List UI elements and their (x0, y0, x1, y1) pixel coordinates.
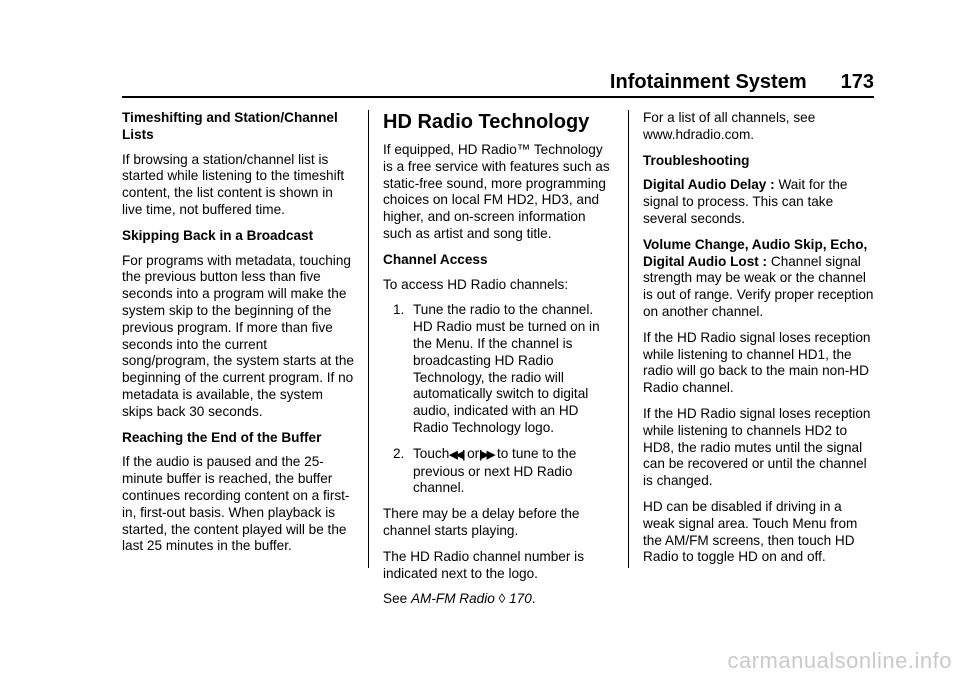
paragraph: If the HD Radio signal loses reception while listening to channel HD1, the radio will go back to the main non-HD Radio channel. (643, 329, 871, 396)
period: . (531, 591, 536, 607)
paragraph: For programs with metadata, touching the previous button less than five seconds into a program will make the system skip to the beginning of the previous program. If more than five seconds into the current song/program, the system starts at the beginning of the current program. If no metadata is available, the system skips back 30 seconds. (122, 252, 354, 419)
lead-term: Digital Audio Delay : (643, 177, 775, 193)
page-header (122, 60, 874, 94)
step-number: 1. (393, 302, 405, 318)
list-item (383, 446, 615, 497)
lead-text: Wait for the signal to process. This can take several seconds. (643, 177, 848, 226)
step-text-a: Touch (413, 445, 450, 461)
heading-end-of-buffer: Reaching the End of the Buffer (122, 429, 322, 445)
section-title: Infotainment System (609, 71, 807, 93)
column-divider-1 (368, 110, 369, 568)
heading-timeshifting: Timeshifting and Station/Channel Lists (122, 110, 338, 142)
seek-next-icon: |▶▶ (479, 448, 494, 461)
step-text: Tune the radio to the channel. HD Radio must be turned on in the Menu. If the channel is broadcasting HD Radio Technology, the radio will automatically switch to digital audio, indicated with an HD Radio Technology logo. (413, 302, 600, 435)
column-1 (122, 110, 356, 564)
paragraph: To access HD Radio channels: (383, 276, 569, 292)
step-text-or: or (467, 445, 480, 461)
seek-previous-icon: ◀◀| (449, 448, 464, 461)
column-divider-2 (628, 110, 629, 568)
see-label: See (383, 591, 408, 607)
paragraph: If the audio is paused and the 25-minute buffer is reached, the buffer continues recording content on a first-in, first-out basis. When playback is started, the content played will be the last 25 minutes in the buffer. (122, 454, 350, 554)
step-text-b: to tune to the previous or next HD Radio channel. (413, 445, 577, 496)
paragraph: If equipped, HD Radio™ Technology is a free service with features such as static-free sound, more programming choices on local FM HD2, HD3, and higher, and on-screen information such as artist and song title. (383, 142, 610, 241)
paragraph: There may be a delay before the channel starts playing. (383, 506, 580, 538)
ref-page[interactable]: 170 (509, 591, 532, 607)
paragraph (643, 237, 875, 321)
watermark: carmanualsonline.info (727, 648, 952, 673)
paragraph: For a list of all channels, see www.hdradio.com. (643, 110, 816, 142)
paragraph: The HD Radio channel number is indicated next to the logo. (383, 548, 584, 581)
heading-channel-access: Channel Access (383, 251, 488, 267)
heading-skipping-back: Skipping Back in a Broadcast (122, 227, 314, 243)
paragraph: HD can be disabled if driving in a weak signal area. Touch Menu from the AM/FM screens, then touch HD Radio to toggle HD on and off. (643, 498, 858, 565)
ref-link[interactable]: AM-FM Radio (410, 591, 495, 607)
steps-list (383, 302, 615, 497)
paragraph (643, 177, 875, 227)
section-heading-hd-radio: HD Radio Technology (383, 111, 590, 133)
column-3 (643, 110, 875, 575)
page-number: 173 (840, 71, 874, 93)
list-item (383, 302, 615, 436)
page-ref-icon: ◊ (498, 591, 506, 607)
lead-term: Volume Change, Audio Skip, Echo, Digital Audio Lost : (643, 236, 868, 269)
paragraph: If the HD Radio signal loses reception while listening to channels HD2 to HD8, the radio mutes until the signal can be recovered or until the channel is changed. (643, 405, 871, 489)
lead-text: Channel signal strength may be weak or the channel is out of range. Verify proper reception on another channel. (643, 253, 874, 319)
see-reference (383, 591, 615, 608)
paragraph: If browsing a station/channel list is started while listening to the timeshift content, the list content is shown in live time, not buffered time. (122, 151, 345, 217)
header-rule (122, 96, 874, 98)
step-number: 2. (393, 445, 405, 461)
heading-troubleshooting: Troubleshooting (643, 152, 750, 168)
column-2 (383, 110, 615, 617)
